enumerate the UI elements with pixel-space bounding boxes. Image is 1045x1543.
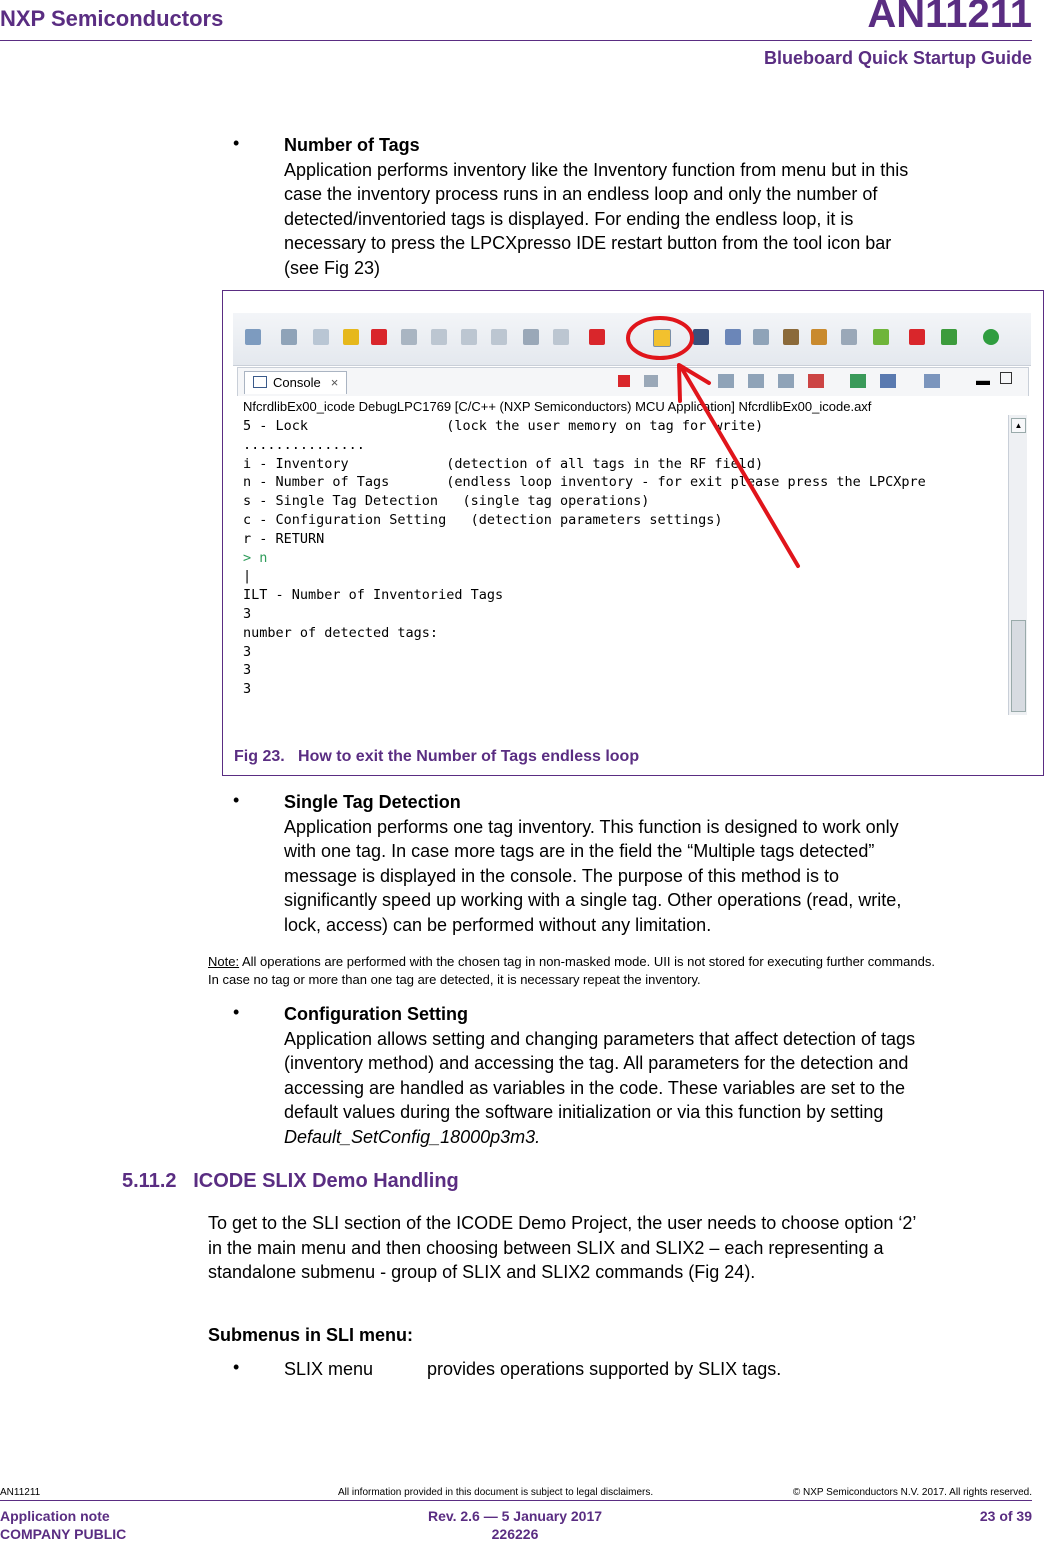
- item-line: necessary to press the LPCXpresso IDE restart button from the tool icon bar: [284, 233, 892, 253]
- section-paragraph: [208, 1211, 1038, 1285]
- submenus-heading: Submenus in SLI menu:: [208, 1325, 414, 1345]
- item-line: case the inventory process runs in an endless loop and only the number of: [284, 184, 878, 204]
- section-title: ICODE SLIX Demo Handling: [193, 1170, 459, 1192]
- close-icon[interactable]: ×: [330, 375, 339, 390]
- console-line: 3: [243, 681, 252, 698]
- caption-text: How to exit the Number of Tags endless loop: [298, 748, 640, 765]
- console-line: c - Configuration Setting (detection parameters settings): [243, 511, 723, 528]
- header-subtitle: Blueboard Quick Startup Guide: [763, 48, 1032, 68]
- footer-rule: [0, 1500, 1032, 1501]
- paragraph-line: in the main menu and then choosing between SLIX and SLIX2 – each representing a: [208, 1237, 884, 1258]
- console-line: ...............: [243, 436, 365, 453]
- item-line: with one tag. In case more tags are in the field the “Multiple tags detected”: [284, 841, 875, 861]
- console-line: number of detected tags:: [243, 624, 439, 641]
- note-label: Note:: [208, 954, 240, 969]
- item-line: (see Fig 23): [284, 257, 381, 278]
- console-line: > n: [243, 549, 268, 566]
- ide-screenshot: [233, 313, 1031, 718]
- slix-description: provides operations supported by SLIX tags.: [427, 1359, 782, 1379]
- console-tab-label: Console: [273, 375, 321, 390]
- paragraph-line: standalone submenu - group of SLIX and SLIX2 commands (Fig 24).: [208, 1262, 756, 1282]
- console-line: s - Single Tag Detection (single tag operations): [243, 493, 650, 510]
- caption-number: Fig 23.: [234, 748, 285, 765]
- console-line: 3: [243, 662, 252, 679]
- console-line: 3: [243, 643, 252, 660]
- item-title: Single Tag Detection: [284, 792, 461, 812]
- console-line: ILT - Number of Inventoried Tags: [243, 587, 504, 604]
- console-line: 3: [243, 605, 252, 622]
- console-line: |: [243, 568, 252, 585]
- item-line: lock, access) can be performed without any limitation.: [284, 914, 712, 935]
- footer-disclaimer: All information provided in this document is subject to legal disclaimers.: [338, 1487, 654, 1498]
- header-rule: [0, 40, 1032, 41]
- item-line: Application performs inventory like the Inventory function from menu but in this: [284, 159, 909, 180]
- section-number: 5.11.2: [122, 1170, 177, 1192]
- list-item-single-tag: [284, 790, 1024, 937]
- item-line: message is displayed in the console. The purpose of this method is to: [284, 865, 839, 886]
- console-line: n - Number of Tags (endless loop inventory - for exit please press the LPCXpre: [243, 474, 926, 491]
- item-line: Application allows setting and changing parameters that affect detection of tags: [284, 1028, 916, 1049]
- console-line: 5 - Lock (lock the user memory on tag for write): [243, 418, 764, 434]
- item-line: detected/inventoried tags is displayed. For ending the endless loop, it is: [284, 208, 854, 229]
- note: [208, 953, 935, 989]
- list-item-number-of-tags: [284, 133, 1024, 280]
- scroll-up-icon[interactable]: ▲: [1011, 418, 1026, 433]
- figure-caption: [234, 748, 639, 766]
- slix-term: SLIX menu: [284, 1359, 374, 1379]
- console-line: i - Inventory (detection of all tags in the RF field): [243, 455, 764, 472]
- note-line: All operations are performed with the chosen tag in non-masked mode. UII is not stored for executing further commands.: [239, 954, 935, 969]
- item-title: Configuration Setting: [284, 1004, 468, 1024]
- header-company: NXP Semiconductors: [0, 6, 224, 31]
- footer-public: COMPANY PUBLIC: [0, 1526, 127, 1542]
- arrow-shaft: [681, 367, 798, 566]
- header-doc-id: AN11211: [867, 0, 1032, 36]
- highlight-circle: [628, 318, 692, 358]
- footer-page: 23 of 39: [979, 1508, 1032, 1524]
- paragraph-line: To get to the SLI section of the ICODE Demo Project, the user needs to choose option ‘2’: [208, 1213, 917, 1233]
- footer-doc-type: Application note: [0, 1508, 110, 1524]
- item-line: (inventory method) and accessing the tag. All parameters for the detection and: [284, 1053, 909, 1073]
- list-item-configuration: [284, 1002, 1024, 1149]
- bullet-icon: •: [233, 790, 240, 810]
- section-heading: [122, 1170, 459, 1193]
- console-description: NfcrdlibEx00_icode DebugLPC1769 [C/C++ (NXP Semiconductors) MCU Application] NfcrdlibEx00_icode.axf: [243, 399, 872, 414]
- console-line: r - RETURN: [243, 530, 325, 547]
- item-line: Default_SetConfig_18000p3m3.: [284, 1126, 541, 1147]
- item-line: significantly speed up working with a single tag. Other operations (read, write,: [284, 890, 902, 910]
- annotation-overlay: [233, 313, 1031, 718]
- footer-revision: Rev. 2.6 — 5 January 2017: [427, 1508, 603, 1524]
- bullet-icon: •: [233, 133, 240, 153]
- footer-number: 226226: [491, 1526, 539, 1542]
- footer-doc-id: AN11211: [0, 1487, 41, 1498]
- item-title: Number of Tags: [284, 135, 420, 155]
- bullet-icon: •: [233, 1357, 240, 1377]
- bullet-icon: •: [233, 1002, 240, 1022]
- footer-copyright: © NXP Semiconductors N.V. 2017. All rights reserved.: [792, 1487, 1032, 1498]
- item-line: accessing are handled as variables in the code. These variables are set to the: [284, 1077, 906, 1098]
- item-line: Application performs one tag inventory. This function is designed to work only: [284, 816, 899, 837]
- minimize-icon[interactable]: ▬: [976, 372, 990, 388]
- item-line: default values during the software initialization or via this function by setting: [284, 1102, 884, 1122]
- note-line: In case no tag or more than one tag are detected, it is necessary repeat the inventory.: [208, 972, 701, 987]
